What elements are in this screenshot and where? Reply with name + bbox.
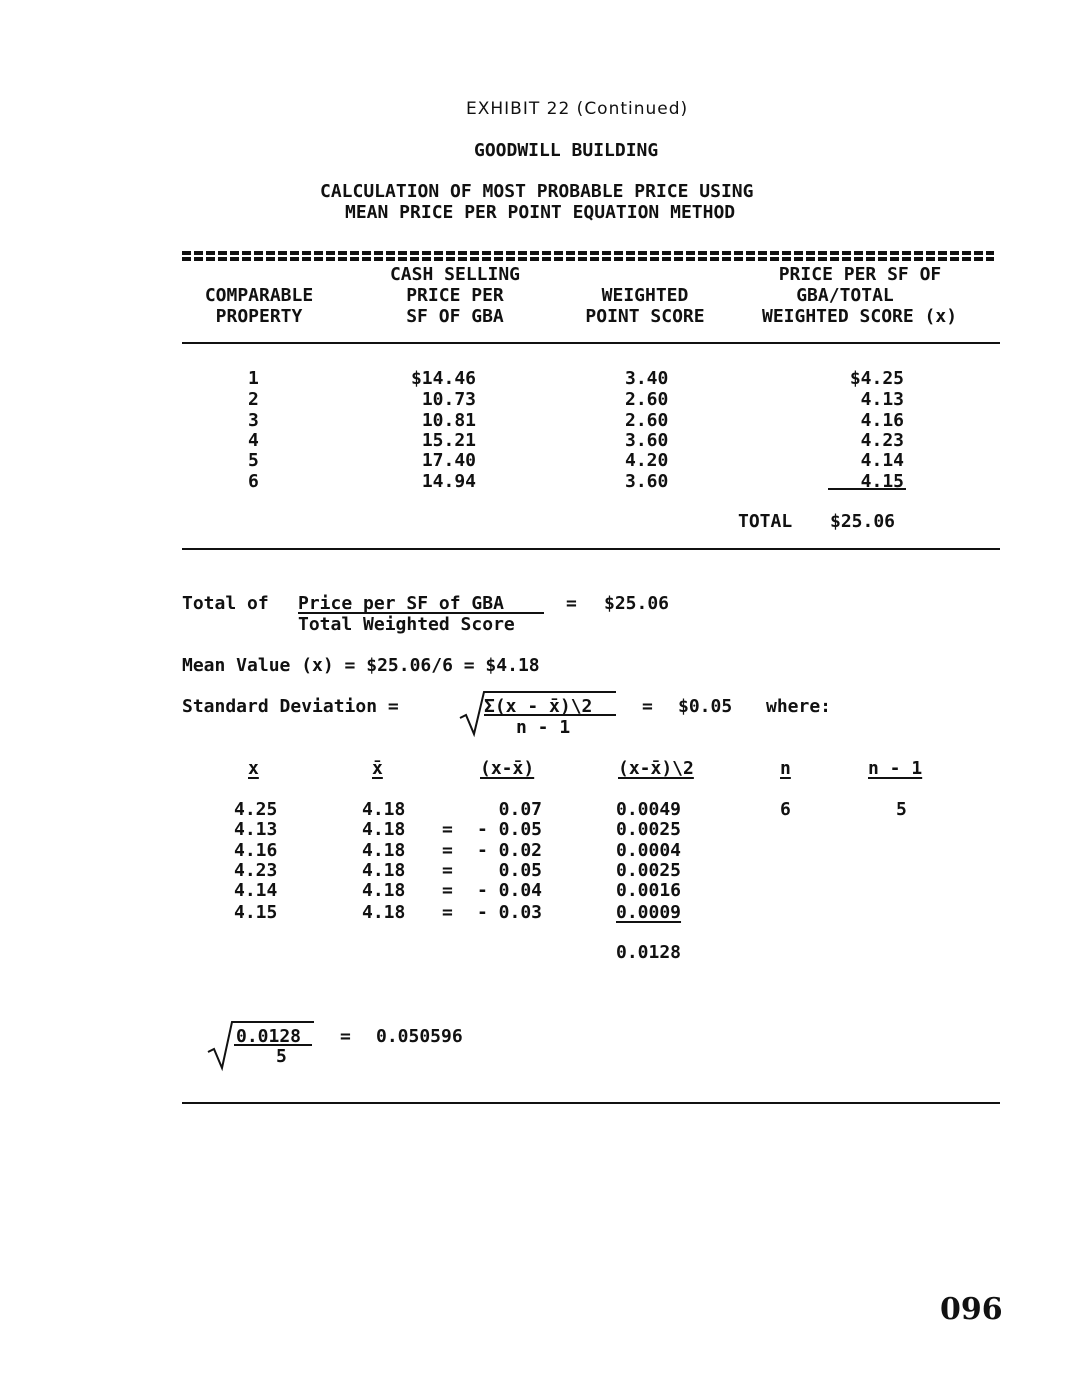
dev-header-n: n	[780, 758, 791, 779]
cell-score: 2.60	[625, 410, 669, 431]
dev-xbar: 4.18	[362, 902, 406, 923]
page-title-line1: CALCULATION OF MOST PROBABLE PRICE USING	[320, 181, 754, 202]
dev-header-squared: (x-x̄)\2	[618, 758, 694, 779]
cell-price: 10.81	[421, 410, 476, 431]
cell-score: 2.60	[625, 389, 669, 410]
final-numerator: 0.0128	[236, 1026, 302, 1047]
dev-header-diff: (x-x̄)	[480, 758, 535, 779]
dev-xbar: 4.18	[362, 860, 406, 881]
dev-sum: 0.0128	[616, 942, 682, 963]
cell-property: 2	[248, 389, 259, 410]
fraction-bar	[484, 714, 616, 716]
exhibit-label: EXHIBIT 22 (Continued)	[466, 99, 689, 119]
bottom-rule	[182, 1102, 1000, 1104]
dev-diff: - 0.02	[476, 840, 542, 861]
cell-price: 14.94	[421, 471, 476, 492]
double-rule-top	[182, 251, 994, 255]
cell-property: 4	[248, 430, 259, 451]
header-line: WEIGHTED SCORE (x)	[762, 306, 958, 327]
std-dev-denominator: n - 1	[516, 717, 571, 738]
dev-diff: - 0.03	[476, 902, 542, 923]
std-dev-equals: =	[642, 696, 653, 717]
header-line: GBA/TOTAL	[796, 285, 894, 306]
page-title-line2: MEAN PRICE PER POINT EQUATION METHOD	[345, 202, 736, 223]
header-line: PRICE PER SF OF	[778, 264, 942, 285]
dev-xbar: 4.18	[362, 880, 406, 901]
dev-x: 4.14	[234, 880, 278, 901]
table-bottom-rule	[182, 548, 1000, 550]
dev-sq: 0.0025	[616, 860, 682, 881]
total-label: TOTAL	[738, 511, 793, 532]
cell-ratio: 4.14	[860, 450, 904, 471]
cell-price: 17.40	[421, 450, 476, 471]
header-line: SF OF GBA	[406, 306, 504, 327]
total-formula-prefix: Total of	[182, 593, 269, 614]
dev-eq: =	[442, 840, 453, 861]
header-line: PROPERTY	[215, 306, 303, 327]
mean-value-line: Mean Value (x) = $25.06/6 = $4.18	[182, 655, 540, 676]
dev-diff: 0.05	[498, 860, 542, 881]
cell-score: 4.20	[625, 450, 669, 471]
dev-sq: 0.0016	[616, 880, 682, 901]
dev-n-minus-1-value: 5	[896, 799, 907, 820]
dev-header-n-minus-1: n - 1	[868, 758, 923, 779]
cell-price: 15.21	[421, 430, 476, 451]
cell-property: 1	[248, 368, 259, 389]
std-dev-label: Standard Deviation =	[182, 696, 399, 717]
total-value: $25.06	[830, 511, 896, 532]
page-number: 096	[940, 1292, 1003, 1327]
dev-diff: 0.07	[498, 799, 542, 820]
dev-diff: - 0.05	[476, 819, 542, 840]
dev-x: 4.23	[234, 860, 278, 881]
final-denominator: 5	[276, 1046, 287, 1067]
header-line: COMPARABLE	[204, 285, 314, 306]
dev-sq: 0.0009	[616, 902, 682, 923]
dev-x: 4.16	[234, 840, 278, 861]
cell-score: 3.60	[625, 471, 669, 492]
cell-ratio: 4.15	[860, 471, 904, 492]
dev-xbar: 4.18	[362, 840, 406, 861]
final-equals: =	[340, 1026, 351, 1047]
header-line: PRICE PER	[406, 285, 504, 306]
dev-sq: 0.0025	[616, 819, 682, 840]
cell-ratio: 4.13	[860, 389, 904, 410]
dev-header-xbar: x̄	[372, 758, 383, 779]
header-line: CASH SELLING	[389, 264, 521, 285]
dev-diff: - 0.04	[476, 880, 542, 901]
std-dev-where: where:	[766, 696, 832, 717]
total-formula-denominator: Total Weighted Score	[298, 614, 515, 635]
cell-price: $14.46	[410, 368, 476, 389]
cell-price: 10.73	[421, 389, 476, 410]
fraction-bar	[234, 1044, 312, 1046]
header-rule	[182, 342, 1000, 344]
dev-eq: =	[442, 819, 453, 840]
dev-x: 4.13	[234, 819, 278, 840]
sum-underline	[828, 488, 906, 490]
total-formula-result: $25.06	[604, 593, 670, 614]
header-line: POINT SCORE	[585, 306, 705, 327]
dev-sq: 0.0004	[616, 840, 682, 861]
double-rule-top-2	[182, 257, 994, 261]
dev-header-x: x	[248, 758, 259, 779]
std-dev-result: $0.05	[678, 696, 733, 717]
dev-xbar: 4.18	[362, 819, 406, 840]
final-result: 0.050596	[376, 1026, 463, 1047]
dev-x: 4.15	[234, 902, 278, 923]
cell-property: 6	[248, 471, 259, 492]
cell-score: 3.40	[625, 368, 669, 389]
cell-score: 3.60	[625, 430, 669, 451]
std-dev-numerator: Σ(x - x̄)\2	[484, 696, 593, 717]
cell-ratio: $4.25	[849, 368, 904, 389]
cell-ratio: 4.16	[860, 410, 904, 431]
dev-eq: =	[442, 860, 453, 881]
dev-xbar: 4.18	[362, 799, 406, 820]
dev-x: 4.25	[234, 799, 278, 820]
total-formula-equals: =	[566, 593, 577, 614]
dev-eq: =	[442, 902, 453, 923]
cell-ratio: 4.23	[860, 430, 904, 451]
dev-eq: =	[442, 880, 453, 901]
cell-property: 5	[248, 450, 259, 471]
cell-property: 3	[248, 410, 259, 431]
building-name: GOODWILL BUILDING	[474, 140, 659, 161]
total-formula-numerator: Price per SF of GBA	[298, 593, 504, 614]
dev-sq: 0.0049	[616, 799, 682, 820]
dev-n-value: 6	[780, 799, 791, 820]
header-line: WEIGHTED	[601, 285, 689, 306]
